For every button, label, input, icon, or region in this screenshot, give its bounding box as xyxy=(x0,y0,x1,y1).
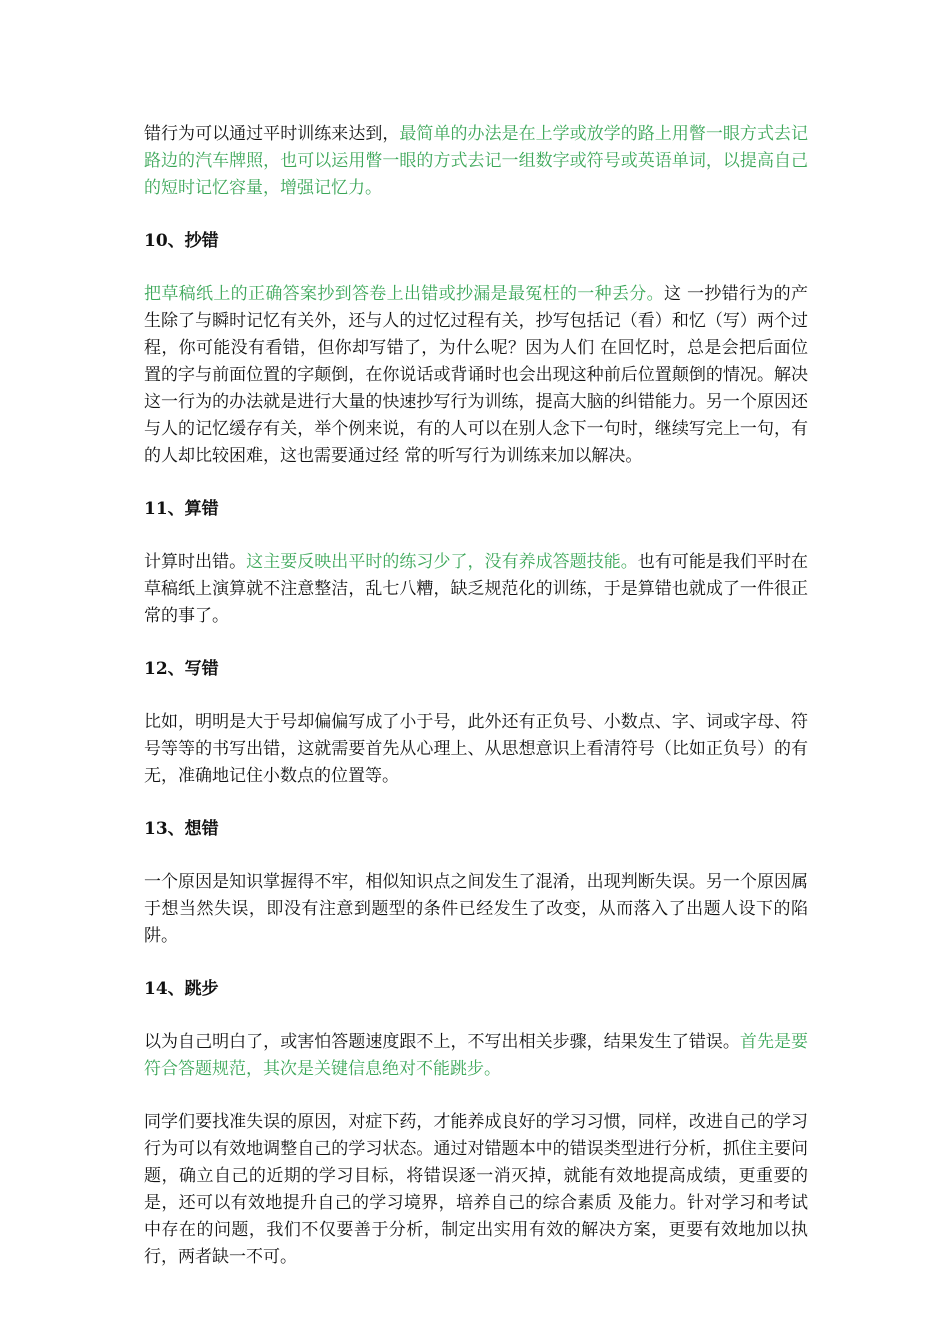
section-11-paragraph xyxy=(144,549,808,630)
section-14-paragraph xyxy=(144,1029,808,1083)
section-12-text: 比如，明明是大于号却偏偏写成了小于号，此外还有正负号、小数点、字、词或字母、符号等等的书写出错，这就需要首先从心理上、从思想意识上看清符号（比如正负号）的有无，准确地记住小数点的位置等。 xyxy=(144,712,808,786)
intro-highlight: 最简单的办法是在上学或放学的路上用瞥一眼方式去记路边的汽车牌照，也可以运用瞥一眼的方式去记一组数字或符号或英语单词，以提高自己的短时记忆容量，增强记忆力。 xyxy=(144,124,809,198)
conclusion-paragraph xyxy=(144,1109,808,1271)
section-13-text: 一个原因是知识掌握得不牢，相似知识点之间发生了混淆，出现判断失误。另一个原因属于想当然失误，即没有注意到题型的条件已经发生了改变，从而落入了出题人设下的陷阱。 xyxy=(144,872,808,946)
section-11-text-1: 计算时出错。 xyxy=(144,552,247,572)
intro-text: 错行为可以通过平时训练来达到， xyxy=(144,124,400,144)
section-11-highlight: 这主要反映出平时的练习少了，没有养成答题技能。 xyxy=(246,552,638,572)
section-12-paragraph xyxy=(144,709,808,790)
section-10-highlight: 把草稿纸上的正确答案抄到答卷上出错或抄漏是最冤枉的一种丢分。 xyxy=(144,284,664,304)
conclusion-text: 同学们要找准失误的原因，对症下药，才能养成良好的学习习惯，同样，改进自己的学习行为可以有效地调整自己的学习状态。通过对错题本中的错误类型进行分析，抓住主要问题，确立自己的近期的学习目标，将错误逐一消灭掉，就能有效地提高成绩，更重要的是，还可以有效地提升自己的学习境界，培养自己的综合素质 及能力。针对学习和考试中存在的问题，我们不仅要善于分析，制定出实用有效的解决方案，更要有效地加以执行，两者缺一不可。 xyxy=(144,1112,808,1267)
section-13-heading: 13、想错 xyxy=(144,819,219,839)
section-13-paragraph xyxy=(144,869,808,950)
section-14-text: 以为自己明白了，或害怕答题速度跟不上，不写出相关步骤，结果发生了错误。 xyxy=(144,1032,740,1052)
section-11-heading: 11、算错 xyxy=(144,499,219,519)
section-10-text: 这 一抄错行为的产生除了与瞬时记忆有关外，还与人的过忆过程有关，抄写包括记（看）和忆（写）两个过程，你可能没有看错，但你却写错了，为什么呢？因为人们 在回忆时，总是会把后面位置的字与前面位置的字颠倒，在你说话或背诵时也会出现这种前后位置颠倒的情况。解决这一行为的办法就是进行大量的快速抄写行为训练，提高大脑的纠错能力。另一个原因还与人的记忆缓存有关，举个例来说，有的人可以在别人念下一句时，继续写完上一句，有的人却比较困难，这也需要通过经 常的听写行为训练来加以解决。 xyxy=(144,284,809,466)
section-14-heading: 14、跳步 xyxy=(144,979,219,999)
section-11-text-2: 也有可能是我们平时在草稿纸上演算就不注意整洁，乱七八糟，缺乏规范化的训练，于是算错也就成了一件很正常的事了。 xyxy=(144,552,809,626)
document-page xyxy=(144,121,808,1297)
section-10-heading: 10、抄错 xyxy=(144,231,219,251)
section-10-paragraph xyxy=(144,281,808,470)
intro-paragraph xyxy=(144,121,808,202)
section-12-heading: 12、写错 xyxy=(144,659,219,679)
section-14-highlight: 首先是要符合答题规范，其次是关键信息绝对不能跳步。 xyxy=(144,1032,809,1079)
